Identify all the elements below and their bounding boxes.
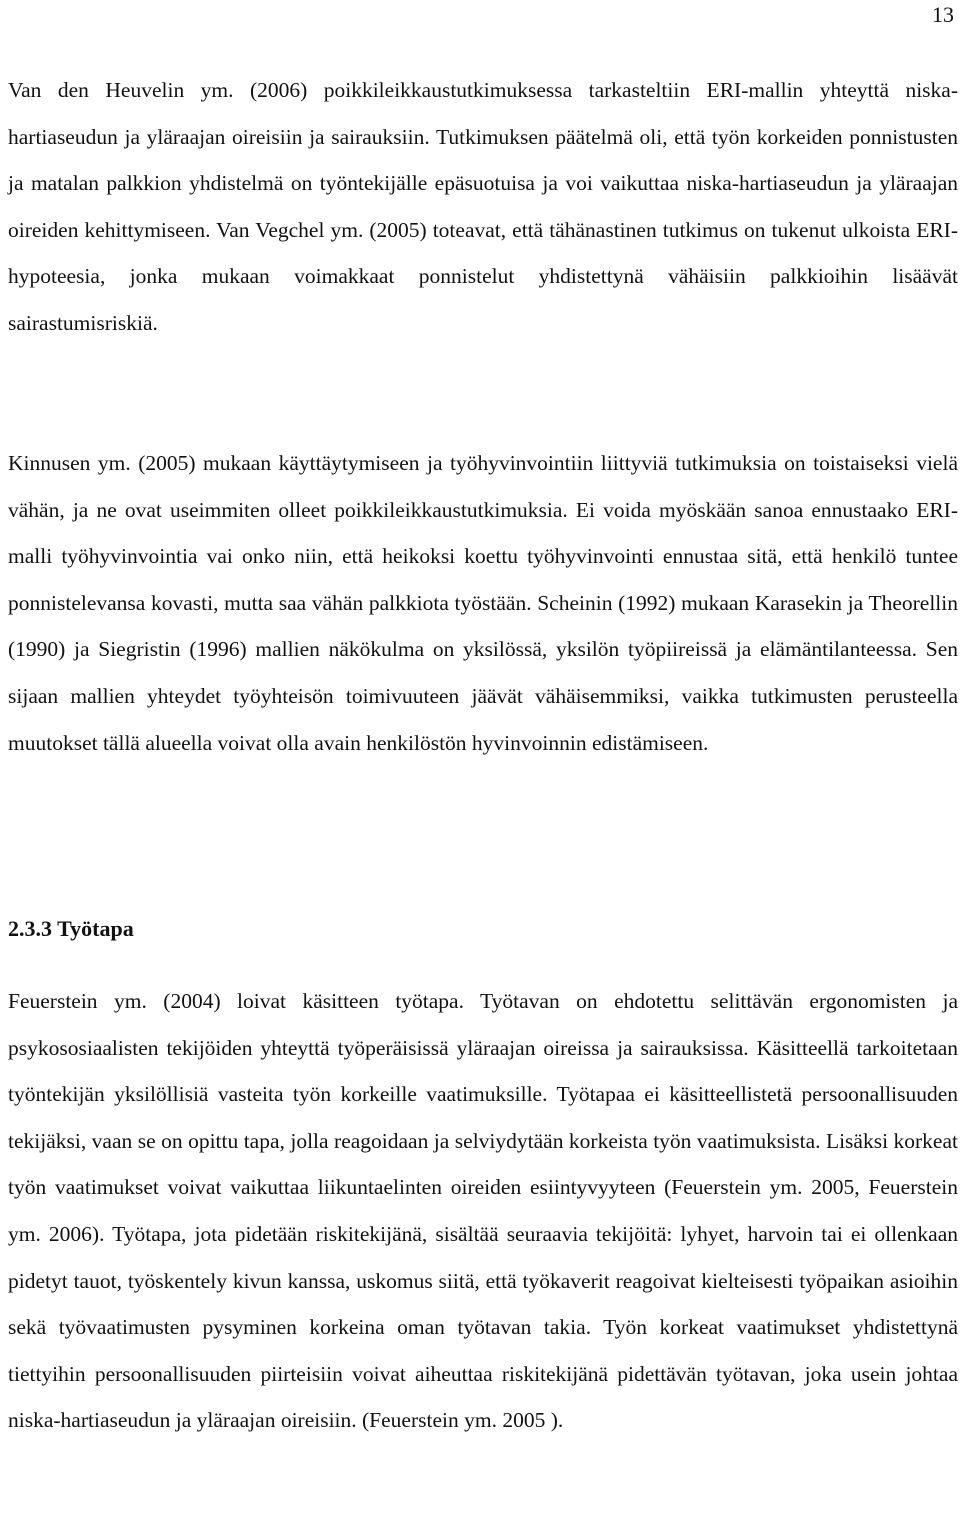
page-number: 13 xyxy=(932,2,954,27)
section-heading-tyotapa: 2.3.3 Työtapa xyxy=(8,916,134,941)
paragraph-van-den-heuvelin: Van den Heuvelin ym. (2006) poikkileikkaustutkimuksessa tarkasteltiin ERI-mallin yhteyttä niska-hartiaseudun ja yläraajan oireisiin ja sairauksiin. Tutkimuksen päätelmä oli, että työn korkeiden ponnistusten ja matalan palkkion yhdistelmä on työntekijälle epäsuotuisa ja voi vaikuttaa niska-hartiaseudun ja yläraajan oireiden kehittymiseen. Van Vegchel ym. (2005) toteavat, että tähänastinen tutkimus on tukenut ulkoista ERI-hypoteesia, jonka mukaan voimakkaat ponnistelut yhdistettynä vähäisiin palkkioihin lisäävät sairastumisriskiä. xyxy=(8,78,958,335)
paragraph-kinnusen: Kinnusen ym. (2005) mukaan käyttäytymiseen ja työhyvinvointiin liittyviä tutkimuksia on toistaiseksi vielä vähän, ja ne ovat useimmiten olleet poikkileikkaustutkimuksia. Ei voida myöskään sanoa ennustaako ERI-malli työhyvinvointia vai onko niin, että heikoksi koettu työhyvinvointi ennustaa sitä, että henkilö tuntee ponnistelevansa kovasti, mutta saa vähän palkkiota työstään. Scheinin (1992) mukaan Karasekin ja Theorellin (1990) ja Siegristin (1996) mallien näkökulma on yksilössä, yksilön työpiireissä ja elämäntilanteessa. Sen sijaan mallien yhteydet työyhteisön toimivuuteen jäävät vähäisemmiksi, vaikka tutkimusten perusteella muutokset tällä alueella voivat olla avain henkilöstön hyvinvoinnin edistämiseen. xyxy=(8,451,958,755)
paragraph-feuerstein: Feuerstein ym. (2004) loivat käsitteen työtapa. Työtavan on ehdotettu selittävän ergonomisten ja psykososiaalisten tekijöiden yhteyttä työperäisissä yläraajan oireissa ja sairauksissa. Käsitteellä tarkoitetaan työntekijän yksilöllisiä vasteita työn korkeille vaatimuksille. Työtapaa ei käsitteellistetä persoonallisuuden tekijäksi, vaan se on opittu tapa, jolla reagoidaan ja selviydytään korkeista työn vaatimuksista. Lisäksi korkeat työn vaatimukset voivat vaikuttaa liikuntaelinten oireiden esiintyvyyteen (Feuerstein ym. 2005, Feuerstein ym. 2006). Työtapa, jota pidetään riskitekijänä, sisältää seuraavia tekijöitä: lyhyet, harvoin tai ei ollenkaan pidetyt tauot, työskentely kivun kanssa, uskomus siitä, että työkaverit reagoivat kielteisesti työpaikan asioihin sekä työvaatimusten pysyminen korkeina oman työtavan takia. Työn korkeat vaatimukset yhdistettynä tiettyihin persoonallisuuden piirteisiin voivat aiheuttaa riskitekijänä pidettävän työtavan, joka usein johtaa niska-hartiaseudun ja yläraajan oireisiin. (Feuerstein ym. 2005 ). xyxy=(8,989,958,1433)
